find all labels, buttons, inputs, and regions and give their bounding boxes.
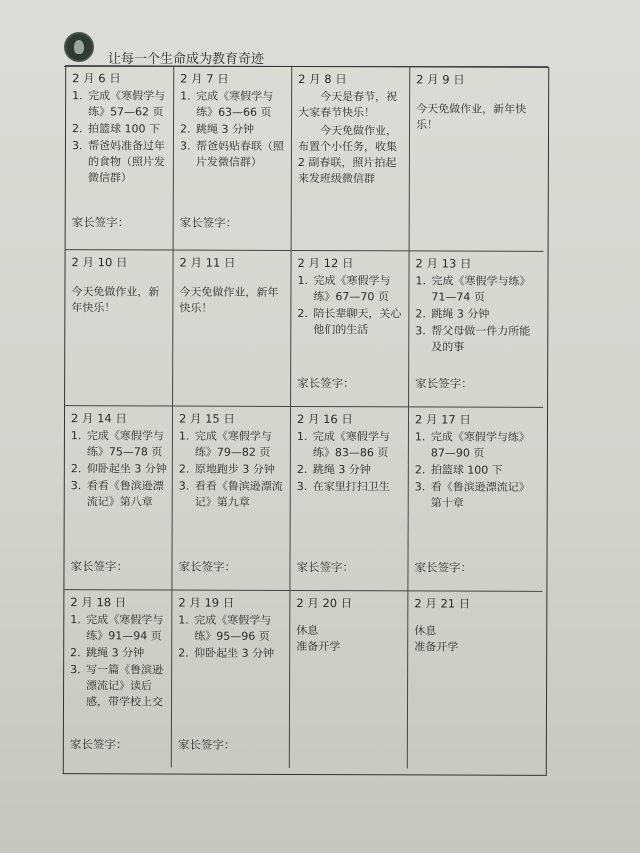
task-text: 原地跑步 3 分钟: [194, 462, 275, 476]
task-item: [415, 323, 539, 355]
parent-signature-label: 家长签字：: [179, 215, 238, 230]
parent-signature-label: 家长签字：: [297, 375, 355, 391]
task-text: 看看《鲁滨逊漂流记》第九章: [194, 479, 283, 509]
task-number: 3.: [415, 324, 426, 338]
day-message: 今天免做作业，新年快乐！: [179, 285, 279, 315]
task-item: [297, 429, 404, 461]
task-number: 2.: [178, 646, 189, 660]
task-number: 3.: [70, 479, 82, 493]
task-number: 1.: [414, 430, 426, 444]
day-date: 2 月 15 日: [178, 411, 235, 426]
day-cell: [292, 67, 411, 251]
day-date: 2 月 6 日: [72, 71, 121, 86]
task-number: 1.: [178, 613, 189, 627]
day-cell: [66, 66, 175, 250]
task-text: 完成《寒假学与练》63—66 页: [196, 89, 274, 119]
day-date: 2 月 17 日: [414, 412, 471, 427]
task-number: 3.: [414, 480, 426, 494]
day-cell: [172, 591, 291, 768]
task-item: [179, 429, 286, 461]
day-date: 2 月 11 日: [179, 255, 236, 270]
task-item: [297, 462, 404, 478]
parent-signature-label: 家长签字：: [71, 215, 130, 230]
task-item: [297, 306, 404, 338]
task-item: [71, 428, 168, 460]
task-item: [179, 479, 286, 511]
task-text: 跳绳 3 分钟: [195, 122, 255, 136]
day-cell: [65, 250, 174, 406]
day-date: 2 月 18 日: [70, 595, 127, 610]
day-cell: [64, 406, 173, 590]
task-number: 2.: [414, 463, 426, 477]
task-text: 完成《寒假学与练》91—94 页: [86, 613, 164, 643]
task-item: [297, 273, 404, 305]
task-text: 完成《寒假学与练》67—70 页: [313, 274, 391, 304]
task-item: [415, 306, 539, 322]
task-number: 1.: [70, 429, 82, 443]
task-item: [415, 479, 539, 511]
task-number: 1.: [180, 89, 191, 103]
day-date: 2 月 12 日: [297, 255, 354, 271]
task-number: 2.: [70, 462, 82, 476]
task-item: [72, 121, 169, 137]
task-item: [71, 478, 168, 510]
task-item: [70, 662, 167, 710]
task-text: 完成《寒假学与练》71—74 页: [431, 274, 531, 304]
day-cell: [408, 591, 543, 768]
task-item: [179, 462, 286, 478]
homework-calendar-table: [63, 65, 549, 776]
task-text: 拍篮球 100 下: [430, 463, 503, 477]
task-item: [71, 461, 168, 477]
parent-signature-label: 家长签字：: [70, 559, 129, 574]
task-item: [415, 462, 539, 478]
day-cell: [174, 67, 293, 251]
task-item: [72, 88, 169, 120]
task-text: 看《鲁滨逊漂流记》第十章: [430, 480, 530, 510]
task-text: 在家里打扫卫生: [312, 480, 390, 494]
day-cell: [290, 591, 409, 768]
day-date: 2 月 10 日: [71, 255, 128, 270]
day-date: 2 月 16 日: [296, 411, 353, 427]
school-logo: [64, 32, 94, 62]
parent-signature-label: 家长签字：: [296, 559, 355, 575]
task-item: [180, 139, 287, 171]
task-item: [70, 612, 167, 644]
task-text: 完成《寒假学与练》75—78 页: [86, 429, 164, 459]
day-line: 休息: [414, 624, 437, 638]
day-date: 2 月 21 日: [414, 596, 471, 611]
day-date: 2 月 20 日: [296, 595, 353, 611]
day-message: 今天免做作业，新年快乐！: [71, 285, 160, 315]
task-text: 仰卧起坐 3 分钟: [194, 646, 275, 660]
school-motto: 让每一个生命成为教育奇迹: [108, 52, 265, 67]
task-number: 2.: [297, 306, 308, 321]
task-number: 2.: [415, 307, 426, 321]
task-number: 1.: [178, 429, 190, 443]
task-text: 完成《寒假学与练》87—90 页: [430, 430, 530, 460]
task-text: 陪长辈聊天，关心他们的生活: [313, 307, 402, 337]
day-line: 休息: [296, 623, 319, 638]
parent-signature-label: 家长签字：: [177, 737, 236, 752]
task-text: 完成《寒假学与练》57—62 页: [88, 89, 166, 119]
task-item: [178, 613, 285, 645]
day-cell: [409, 251, 544, 407]
day-line: 准备开学: [414, 640, 459, 654]
task-item: [178, 646, 285, 662]
day-date: 2 月 7 日: [180, 71, 229, 86]
day-note: 今天免做作业，布置个小任务，收集 2 副春联，照片拍起来发班级微信群: [297, 124, 398, 186]
task-number: 2.: [71, 122, 83, 136]
page-header: [64, 36, 548, 67]
task-number: 3.: [179, 139, 191, 153]
task-number: 2.: [179, 122, 191, 136]
task-text: 仰卧起坐 3 分钟: [86, 462, 167, 476]
task-number: 2.: [178, 462, 190, 476]
day-date: 2 月 14 日: [70, 411, 127, 426]
day-cell: [64, 590, 173, 767]
task-text: 帮爸妈准备过年的食物（照片发微信群）: [87, 139, 165, 185]
day-message: 今天免做作业，新年快乐！: [416, 102, 527, 132]
day-cell: [408, 407, 543, 591]
day-note: 今天是春节，祝大家春节快乐！: [298, 90, 398, 120]
day-cell: [172, 407, 291, 591]
task-number: 3.: [70, 663, 81, 677]
day-cell: [290, 407, 409, 591]
task-number: 1.: [72, 89, 83, 103]
day-cell: [410, 67, 545, 251]
day-date: 2 月 8 日: [298, 71, 347, 87]
task-item: [70, 645, 167, 661]
task-item: [72, 138, 169, 186]
task-text: 完成《寒假学与练》83—86 页: [312, 430, 390, 460]
task-item: [415, 429, 539, 461]
day-line: 准备开学: [296, 639, 341, 654]
task-text: 帮爸妈贴春联（照片发微信群）: [195, 139, 284, 169]
task-number: 1.: [415, 274, 427, 288]
task-text: 看看《鲁滨逊漂流记》第八章: [86, 479, 164, 509]
task-text: 完成《寒假学与练》79—82 页: [194, 429, 272, 459]
day-cell: [173, 251, 292, 407]
task-text: 完成《寒假学与练》95—96 页: [194, 613, 272, 643]
parent-signature-label: 家长签字：: [178, 559, 237, 574]
parent-signature-label: 家长签字：: [69, 737, 128, 752]
task-number: 1.: [70, 613, 81, 627]
task-number: 3.: [296, 479, 308, 494]
task-item: [297, 479, 404, 495]
day-date: 2 月 9 日: [416, 72, 465, 87]
task-text: 跳绳 3 分钟: [431, 307, 490, 321]
task-number: 3.: [71, 139, 83, 153]
task-number: 1.: [297, 273, 309, 288]
task-number: 2.: [296, 462, 308, 477]
task-text: 跳绳 3 分钟: [312, 463, 371, 477]
task-text: 拍篮球 100 下: [87, 122, 161, 136]
task-number: 2.: [70, 646, 81, 660]
task-text: 帮父母做一件力所能及的事: [431, 324, 531, 354]
day-date: 2 月 19 日: [178, 595, 235, 610]
parent-signature-label: 家长签字：: [415, 376, 473, 391]
task-text: 跳绳 3 分钟: [86, 646, 145, 660]
day-date: 2 月 13 日: [415, 256, 472, 271]
task-item: [180, 122, 287, 138]
task-item: [180, 89, 287, 121]
task-item: [415, 273, 539, 305]
parent-signature-label: 家长签字：: [414, 560, 473, 575]
day-cell: [291, 251, 410, 407]
task-number: 1.: [296, 429, 308, 444]
task-number: 3.: [178, 479, 190, 493]
task-text: 写一篇《鲁滨逊漂流记》读后感，带学校上交: [85, 663, 164, 709]
